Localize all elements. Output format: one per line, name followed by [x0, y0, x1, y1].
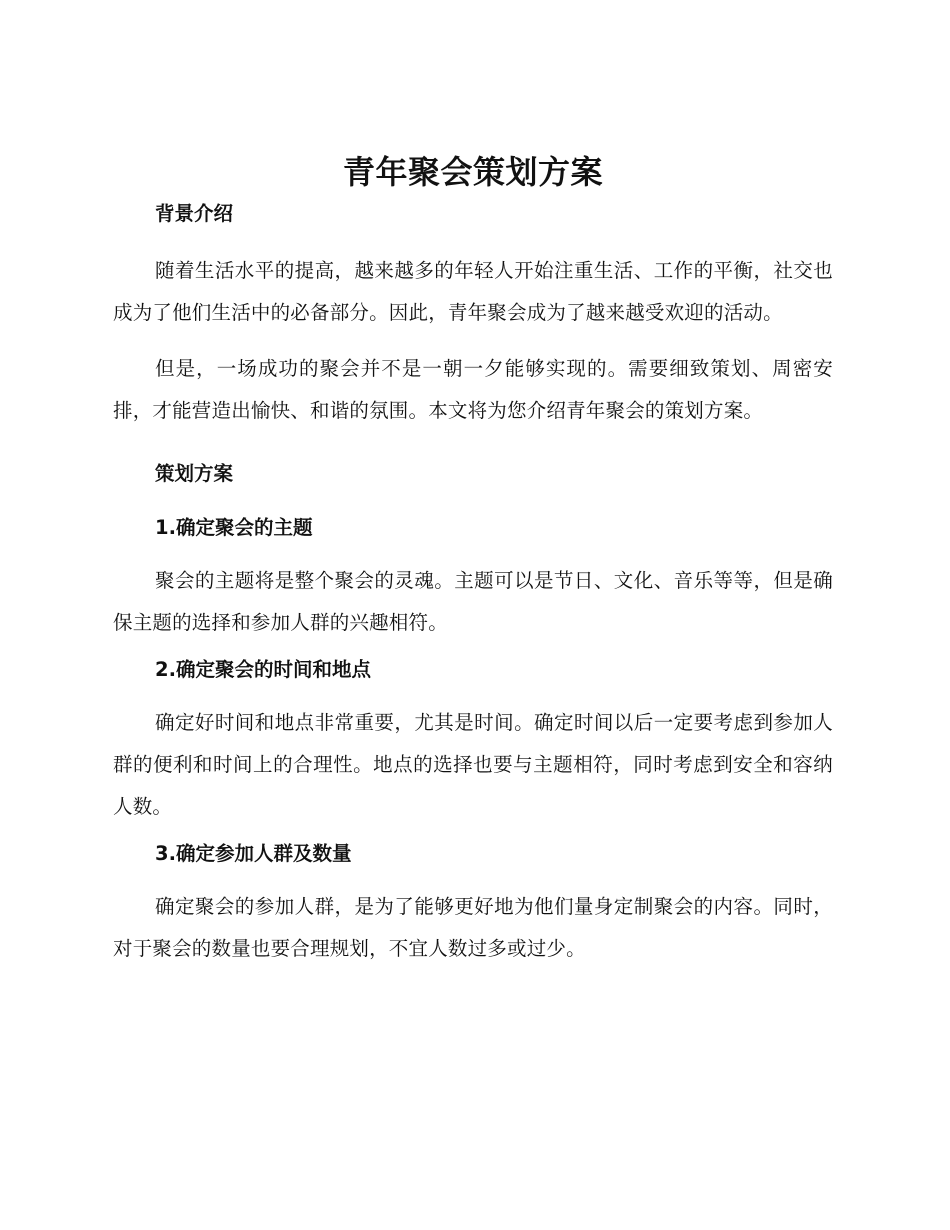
document-content: [113, 150, 833, 970]
section-heading-background: 背景介绍: [155, 202, 234, 225]
paragraph-theme: 聚会的主题将是整个聚会的灵魂。主题可以是节日、文化、音乐等等，但是确保主题的选择和参加人群的兴趣相符。: [113, 569, 833, 634]
paragraph-background-1: 随着生活水平的提高，越来越多的年轻人开始注重生活、工作的平衡，社交也成为了他们生活中的必备部分。因此，青年聚会成为了越来越受欢迎的活动。: [113, 259, 833, 324]
document-title: 青年聚会策划方案: [342, 153, 603, 191]
paragraph-participants: 确定聚会的参加人群，是为了能够更好地为他们量身定制聚会的内容。同时，对于聚会的数量也要合理规划，不宜人数过多或过少。: [113, 895, 833, 960]
section-heading-time-place: 2.确定聚会的时间和地点: [155, 658, 371, 681]
section-heading-theme: 1.确定聚会的主题: [155, 516, 313, 539]
section-heading-plan: 策划方案: [155, 462, 234, 485]
section-heading-participants: 3.确定参加人群及数量: [155, 842, 352, 865]
paragraph-background-2: 但是，一场成功的聚会并不是一朝一夕能够实现的。需要细致策划、周密安排，才能营造出愉快、和谐的氛围。本文将为您介绍青年聚会的策划方案。: [113, 357, 833, 422]
paragraph-time-place: 确定好时间和地点非常重要，尤其是时间。确定时间以后一定要考虑到参加人群的便利和时间上的合理性。地点的选择也要与主题相符，同时考虑到安全和容纳人数。: [113, 711, 833, 818]
